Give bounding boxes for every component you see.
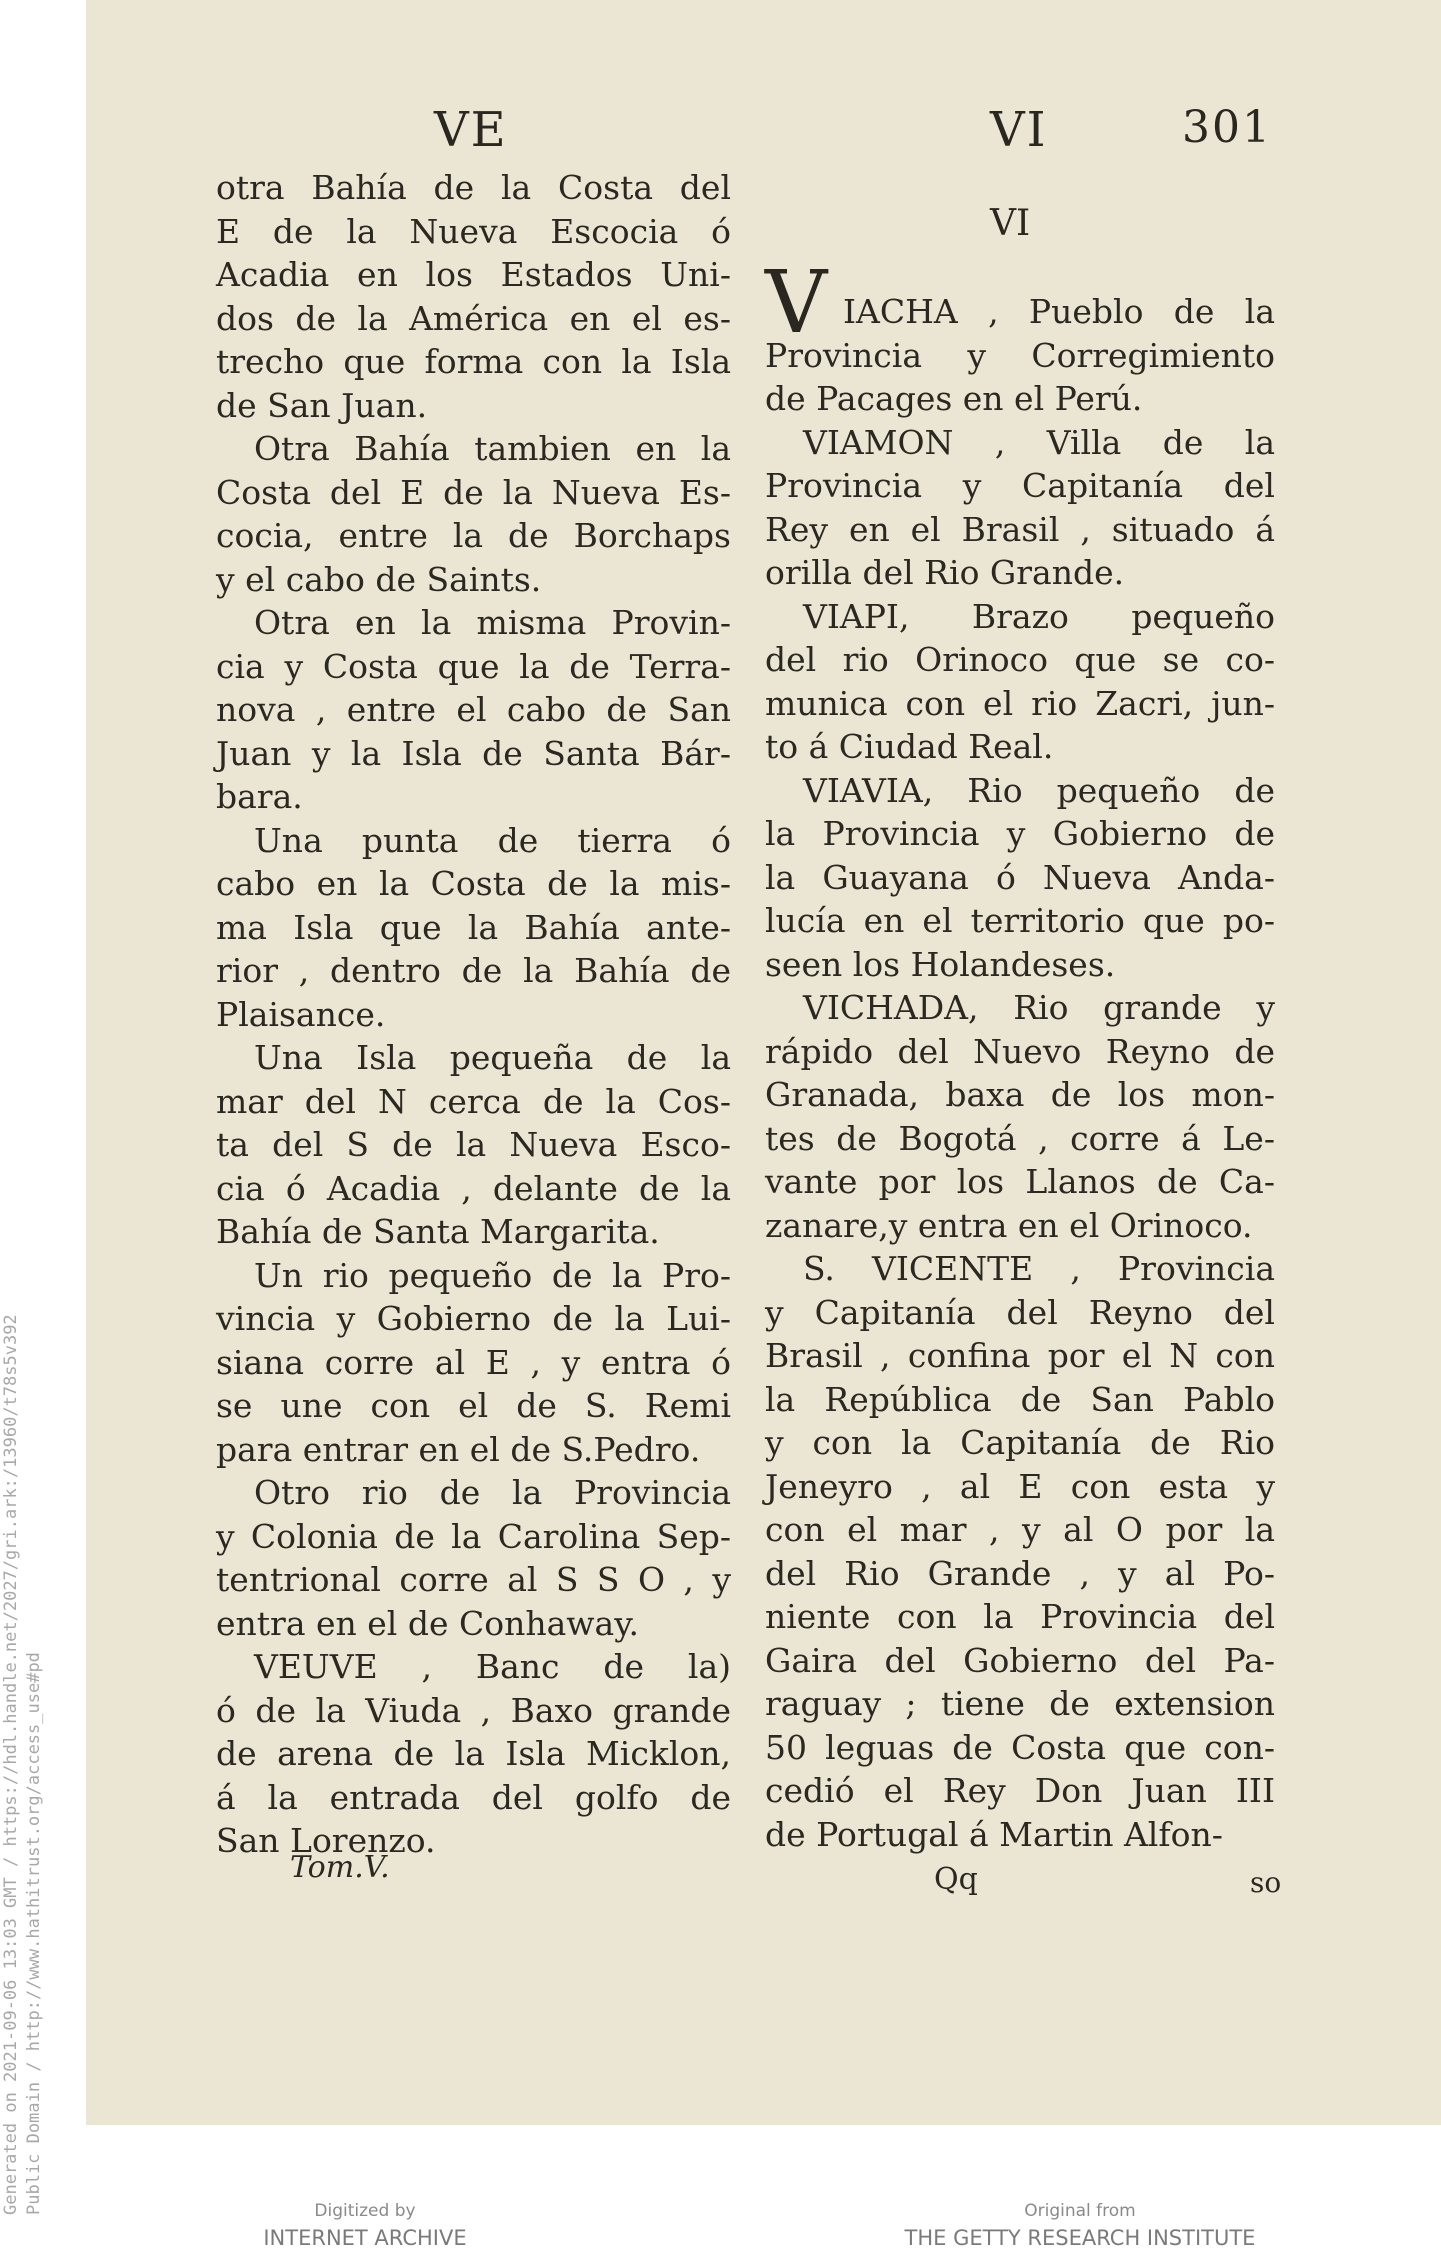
left-column-line: Costa del E de la Nueva Es-	[216, 472, 731, 512]
left-column-line: siana corre al E , y entra ó	[216, 1342, 731, 1382]
right-column-line: de Portugal á Martin Alfon-	[765, 1814, 1223, 1854]
running-head-right: VI	[990, 102, 1048, 158]
left-column-line: Bahía de Santa Margarita.	[216, 1212, 660, 1251]
digitizer-name: INTERNET ARCHIVE	[263, 2226, 467, 2250]
left-column-line: Otra Bahía tambien en la	[254, 429, 731, 468]
right-column-line: VIAMON , Villa de la	[803, 422, 1275, 462]
right-column-line: Rey en el Brasil , situado á	[765, 509, 1275, 549]
original-from-credit	[880, 2199, 1280, 2253]
right-column-line: rápido del Nuevo Reyno de	[765, 1031, 1275, 1071]
left-column-line: Juan y la Isla de Santa Bár-	[216, 733, 731, 773]
left-column-line: entra en el de Conhaway.	[216, 1603, 639, 1643]
signature-mark: Qq	[934, 1862, 978, 1897]
right-column-line: Provincia y Corregimiento	[765, 335, 1275, 375]
catchword: so	[1250, 1866, 1282, 1899]
right-column-line: la Guayana ó Nueva Anda-	[765, 857, 1275, 897]
left-column-line: E de la Nueva Escocia ó	[216, 211, 731, 251]
right-column-line: 50 leguas de Costa que con-	[765, 1727, 1275, 1767]
left-column-line: Otra en la misma Provin-	[254, 603, 731, 642]
left-column-line: para entrar en el de S.Pedro.	[216, 1429, 701, 1469]
left-column-line: Acadia en los Estados Uni-	[216, 255, 731, 294]
left-column-line: Una punta de tierra ó	[254, 820, 731, 860]
right-column-line: raguay ; tiene de extension	[765, 1684, 1275, 1723]
right-column-line: VIAVIA, Rio pequeño de	[803, 770, 1275, 810]
digitized-by-label: Digitized by	[314, 2201, 416, 2221]
right-column-line: VICHADA, Rio grande y	[803, 988, 1275, 1027]
left-column-line: de arena de la Isla Micklon,	[216, 1734, 731, 1773]
right-column-line: cedió el Rey Don Juan III	[765, 1771, 1275, 1810]
right-column-line: VIAPI, Brazo pequeño	[803, 596, 1275, 636]
digitized-by-credit	[230, 2199, 500, 2253]
left-column-line: cia ó Acadia , delante de la	[216, 1168, 731, 1208]
generation-stamp	[0, 1314, 46, 2215]
right-column-line: S. VICENTE , Provincia	[803, 1249, 1275, 1288]
running-head-left: VE	[434, 102, 508, 158]
right-column-line: to á Ciudad Real.	[765, 727, 1054, 766]
left-column-line: Plaisance.	[216, 994, 386, 1034]
drop-cap: V	[765, 253, 828, 353]
generation-stamp-line-2: Public Domain / http://www.hathitrust.org/access_use#pd	[24, 1652, 44, 2215]
left-column-line: Otro rio de la Provincia	[254, 1473, 731, 1512]
right-column-line: del Rio Grande , y al Po-	[765, 1553, 1275, 1593]
right-column-line: vante por los Llanos de Ca-	[765, 1162, 1275, 1201]
left-column-line: tentrional corre al S S O , y	[216, 1560, 731, 1599]
right-column-line: la Provincia y Gobierno de	[765, 814, 1275, 853]
left-column-line: cia y Costa que la de Terra-	[216, 646, 731, 686]
right-column-line: orilla del Rio Grande.	[765, 553, 1125, 592]
left-column-line: cabo en la Costa de la mis-	[216, 864, 731, 903]
left-column-line: Una Isla pequeña de la	[254, 1038, 731, 1077]
left-column-text	[216, 166, 731, 1863]
left-column-line: se une con el de S. Remi	[216, 1386, 731, 1425]
right-column-line: con el mar , y al O por la	[765, 1510, 1275, 1549]
right-column-text	[765, 290, 1275, 1856]
right-column-line: Granada, baxa de los mon-	[765, 1075, 1275, 1114]
left-column-line: y el cabo de Saints.	[216, 559, 542, 599]
left-column-line: otra Bahía de la Costa del	[216, 168, 731, 207]
left-column-line: dos de la América en el es-	[216, 298, 731, 338]
left-column-line: rior , dentro de la Bahía de	[216, 951, 731, 990]
left-column-line: á la entrada del golfo de	[216, 1777, 731, 1817]
left-column-line: bara.	[216, 777, 303, 816]
right-column-line: IACHA , Pueblo de la	[843, 292, 1275, 331]
right-column-line: la República de San Pablo	[765, 1379, 1275, 1419]
left-column-line: Un rio pequeño de la Pro-	[254, 1255, 731, 1295]
left-column-line: San Lorenzo.	[216, 1821, 436, 1860]
right-column-line: y Capitanía del Reyno del	[765, 1292, 1275, 1332]
left-column-line: trecho que forma con la Isla	[216, 342, 731, 381]
page-number: 301	[1182, 102, 1272, 153]
left-column-line: nova , entre el cabo de San	[216, 690, 731, 729]
original-from-label: Original from	[1024, 2201, 1136, 2221]
right-column-line: y con la Capitanía de Rio	[765, 1423, 1275, 1462]
right-column-line: seen los Holandeses.	[765, 944, 1116, 984]
right-column-line: zanare,y entra en el Orinoco.	[765, 1205, 1253, 1245]
right-column-line: niente con la Provincia del	[765, 1597, 1275, 1636]
left-column-line: ta del S de la Nueva Esco-	[216, 1125, 731, 1164]
right-column-line: munica con el rio Zacri, jun-	[765, 683, 1275, 723]
original-source-name: THE GETTY RESEARCH INSTITUTE	[904, 2226, 1256, 2250]
right-column-line: del rio Orinoco que se co-	[765, 640, 1275, 679]
left-column-line: ma Isla que la Bahía ante-	[216, 907, 731, 947]
section-heading: VI	[990, 203, 1031, 244]
volume-marker: Tom.V.	[290, 1850, 390, 1885]
left-column-line: ó de la Viuda , Baxo grande	[216, 1690, 731, 1730]
right-column-line: lucía en el territorio que po-	[765, 901, 1275, 940]
left-column-line: vincia y Gobierno de la Lui-	[216, 1299, 731, 1338]
right-column-line: Jeneyro , al E con esta y	[765, 1466, 1275, 1506]
right-column-line: Gaira del Gobierno del Pa-	[765, 1640, 1275, 1680]
right-column-line: de Pacages en el Perú.	[765, 379, 1143, 418]
right-column-line: tes de Bogotá , corre á Le-	[765, 1118, 1275, 1158]
right-column-line: Brasil , confina por el N con	[765, 1336, 1275, 1375]
generation-stamp-line-1: Generated on 2021-09-06 13:03 GMT / https://hdl.handle.net/2027/gri.ark:/13960/t78s5v392	[1, 1314, 21, 2215]
left-column-line: mar del N cerca de la Cos-	[216, 1081, 731, 1121]
left-column-line: y Colonia de la Carolina Sep-	[216, 1516, 731, 1556]
right-column-line: Provincia y Capitanía del	[765, 466, 1275, 505]
left-column-line: de San Juan.	[216, 385, 428, 425]
left-column-line: cocia, entre la de Borchaps	[216, 516, 731, 555]
left-column-line: VEUVE , Banc de la)	[254, 1647, 731, 1686]
